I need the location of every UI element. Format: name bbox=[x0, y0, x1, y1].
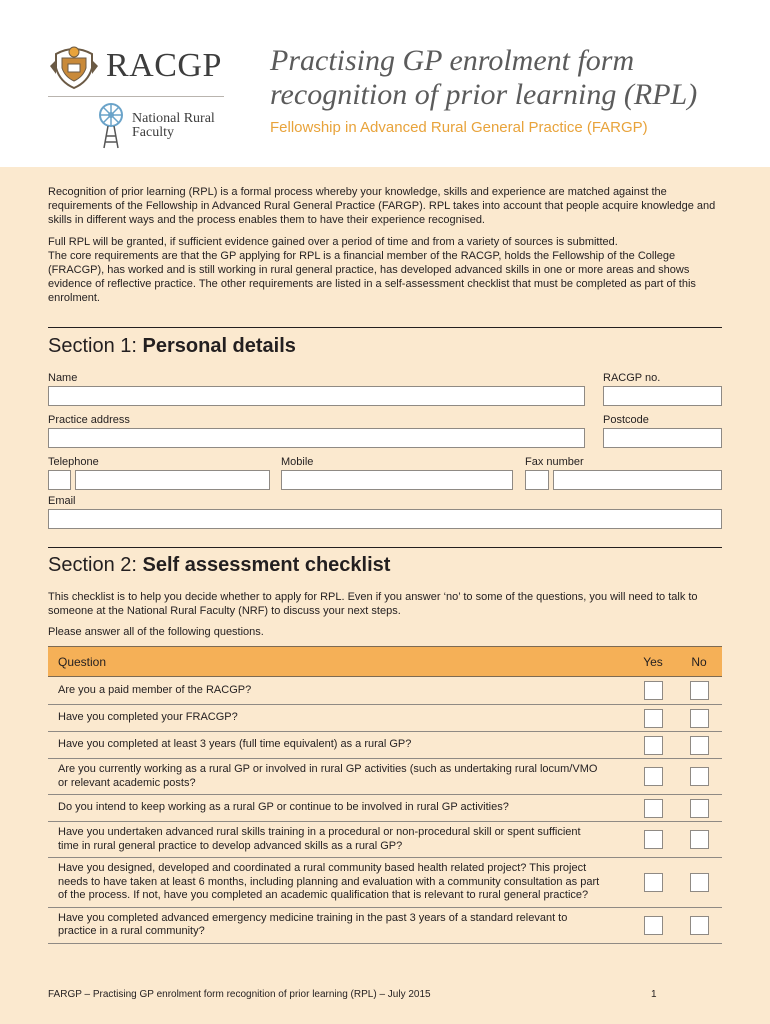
section-1-title bbox=[48, 335, 296, 358]
question-text: Have you completed your FRACGP? bbox=[48, 705, 630, 732]
question-text: Have you designed, developed and coordinated a rural community based health related project? This project needs to have taken at least 6 months, including planning and evaluation with a community consultation as part of the process. If not, have you completed an academic qualification that is relevant to rural general practice? bbox=[48, 858, 630, 908]
no-checkbox[interactable] bbox=[690, 767, 709, 786]
racgp-no-field[interactable] bbox=[603, 386, 722, 406]
racgp-no-label: RACGP no. bbox=[603, 372, 661, 384]
fax-area-code-field[interactable] bbox=[525, 470, 549, 490]
yes-checkbox[interactable] bbox=[644, 873, 663, 892]
name-label: Name bbox=[48, 372, 78, 384]
table-row bbox=[48, 858, 722, 908]
no-column-header: No bbox=[676, 647, 722, 677]
yes-checkbox[interactable] bbox=[644, 916, 663, 935]
checklist-header-row bbox=[48, 647, 722, 677]
nrf-logo-text bbox=[132, 112, 215, 140]
yes-checkbox[interactable] bbox=[644, 681, 663, 700]
no-checkbox[interactable] bbox=[690, 681, 709, 700]
table-row bbox=[48, 732, 722, 759]
racgp-logo bbox=[48, 44, 226, 90]
table-row bbox=[48, 822, 722, 858]
yes-checkbox[interactable] bbox=[644, 709, 663, 728]
question-text: Are you a paid member of the RACGP? bbox=[48, 677, 630, 705]
no-checkbox[interactable] bbox=[690, 916, 709, 935]
title-line-1: Practising GP enrolment form bbox=[270, 44, 635, 77]
section-1-divider bbox=[48, 327, 722, 328]
nrf-logo bbox=[96, 102, 236, 150]
checklist-table bbox=[48, 646, 722, 944]
no-checkbox[interactable] bbox=[690, 799, 709, 818]
checklist-instruction: Please answer all of the following questions. bbox=[48, 626, 264, 638]
racgp-logo-text: RACGP bbox=[106, 47, 222, 84]
no-checkbox[interactable] bbox=[690, 736, 709, 755]
practice-address-label: Practice address bbox=[48, 414, 130, 426]
section-1-prefix: Section 1: bbox=[48, 335, 143, 357]
question-text: Are you currently working as a rural GP or involved in rural GP activities (such as undertaking rural locum/VMO or relevant academic posts? bbox=[48, 759, 630, 795]
racgp-crest-icon bbox=[48, 44, 100, 90]
telephone-area-code-field[interactable] bbox=[48, 470, 71, 490]
yes-column-header: Yes bbox=[630, 647, 676, 677]
checklist-description: This checklist is to help you decide whether to apply for RPL. Even if you answer ‘no’ to some of the questions, you will need to talk to someone at the National Rural Faculty (NRF) to discuss your next steps. bbox=[48, 591, 698, 618]
question-text: Have you undertaken advanced rural skills training in a procedural or non-procedural skill or spent sufficient time in rural general practice to develop advanced skills as a rural GP? bbox=[48, 822, 630, 858]
telephone-field[interactable] bbox=[75, 470, 270, 490]
intro-paragraph-2-line-1: Full RPL will be granted, if sufficient evidence gained over a period of time and from a variety of sources is submitted. bbox=[48, 235, 618, 248]
logo-divider bbox=[48, 96, 224, 97]
no-checkbox[interactable] bbox=[690, 830, 709, 849]
page-title bbox=[270, 44, 750, 112]
practice-address-field[interactable] bbox=[48, 428, 585, 448]
fax-number-label: Fax number bbox=[525, 456, 584, 468]
intro-paragraph-2 bbox=[48, 235, 724, 306]
postcode-label: Postcode bbox=[603, 414, 649, 426]
question-column-header: Question bbox=[48, 647, 630, 677]
yes-checkbox[interactable] bbox=[644, 767, 663, 786]
section-2-prefix: Section 2: bbox=[48, 554, 143, 576]
mobile-field[interactable] bbox=[281, 470, 513, 490]
no-checkbox[interactable] bbox=[690, 709, 709, 728]
yes-checkbox[interactable] bbox=[644, 736, 663, 755]
intro-text bbox=[48, 185, 724, 313]
table-row bbox=[48, 795, 722, 822]
title-line-2: recognition of prior learning (RPL) bbox=[270, 78, 698, 111]
intro-paragraph-1: Recognition of prior learning (RPL) is a formal process whereby your knowledge, skills and experience are matched against the requirements of the Fellowship in Advanced Rural General Practice (FARGP). RPL takes into account that people acquire knowledge and skills in different ways and the process enables them to have their experience recognised. bbox=[48, 186, 716, 227]
table-row bbox=[48, 677, 722, 705]
section-2-heading: Self assessment checklist bbox=[142, 554, 391, 576]
email-label: Email bbox=[48, 495, 76, 507]
question-text: Have you completed advanced emergency medicine training in the past 3 years of a standard relevant to practice in a rural community? bbox=[48, 907, 630, 943]
telephone-label: Telephone bbox=[48, 456, 99, 468]
name-field[interactable] bbox=[48, 386, 585, 406]
nrf-line-1: National Rural bbox=[132, 111, 215, 126]
mobile-label: Mobile bbox=[281, 456, 314, 468]
section-2-divider bbox=[48, 547, 722, 548]
question-text: Do you intend to keep working as a rural GP or continue to be involved in rural GP activities? bbox=[48, 795, 630, 822]
page-number: 1 bbox=[651, 989, 657, 1000]
nrf-line-2: Faculty bbox=[132, 125, 174, 140]
fax-number-field[interactable] bbox=[553, 470, 722, 490]
yes-checkbox[interactable] bbox=[644, 799, 663, 818]
table-row bbox=[48, 759, 722, 795]
no-checkbox[interactable] bbox=[690, 873, 709, 892]
windmill-icon bbox=[96, 102, 126, 150]
page-header bbox=[0, 0, 770, 167]
intro-paragraph-2-line-2: The core requirements are that the GP applying for RPL is a financial member of the RACGP, holds the Fellowship of the College (FRACGP), has worked and is still working in rural general practice, has developed advanced skills in one or more areas and shows evidence of reflective practice. The other requirements are listed in a self-assessment checklist that must be completed as part of this enrolment. bbox=[48, 249, 696, 305]
section-2-title bbox=[48, 554, 390, 577]
postcode-field[interactable] bbox=[603, 428, 722, 448]
table-row bbox=[48, 907, 722, 943]
email-field[interactable] bbox=[48, 509, 722, 529]
page-subtitle: Fellowship in Advanced Rural General Practice (FARGP) bbox=[270, 119, 648, 136]
question-text: Have you completed at least 3 years (full time equivalent) as a rural GP? bbox=[48, 732, 630, 759]
table-row bbox=[48, 705, 722, 732]
section-1-heading: Personal details bbox=[142, 335, 296, 357]
yes-checkbox[interactable] bbox=[644, 830, 663, 849]
footer-text: FARGP – Practising GP enrolment form recognition of prior learning (RPL) – July 2015 bbox=[48, 989, 431, 1000]
